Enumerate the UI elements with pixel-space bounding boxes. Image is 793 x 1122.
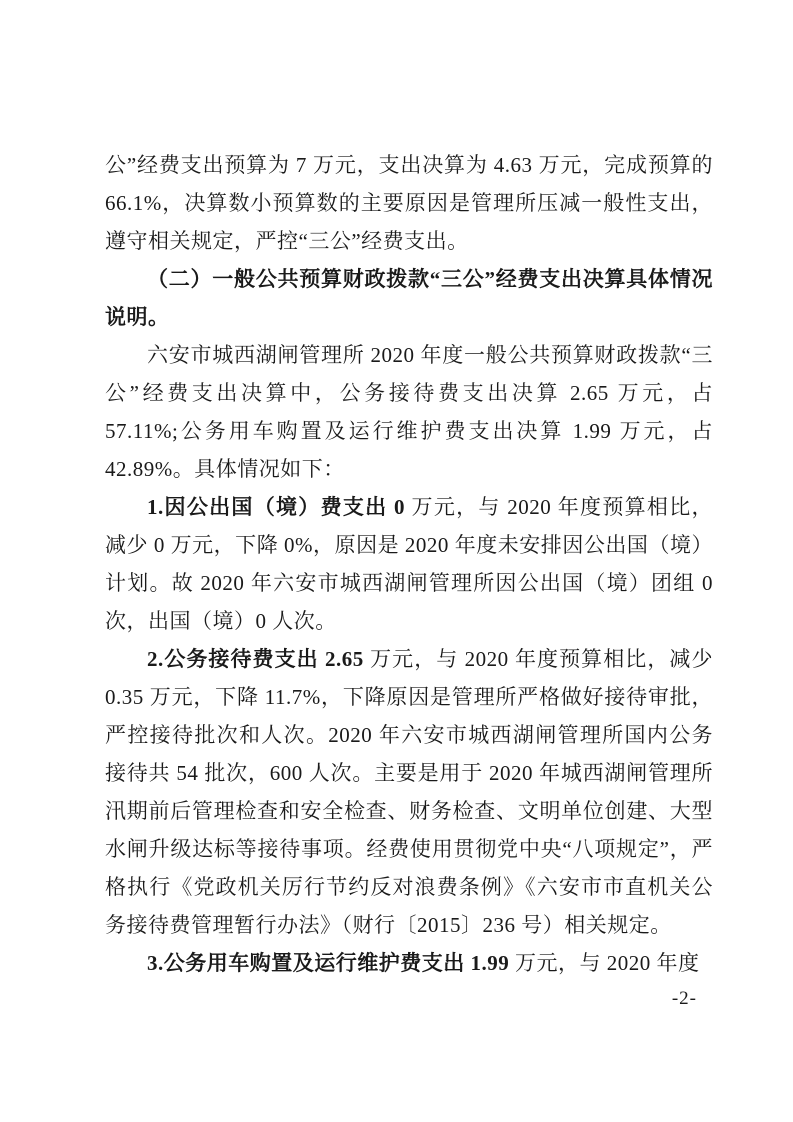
- heading-text: （二）一般公共预算财政拨款“三公”经费支出决算具体情况说明。: [105, 267, 713, 329]
- paragraph-overview: [105, 336, 713, 488]
- paragraph-text: 公”经费支出预算为 7 万元，支出决算为 4.63 万元，完成预算的 66.1%，决算数小预算数的主要原因是管理所压减一般性支出，遵守相关规定，严控“三公”经费支出。: [105, 153, 713, 253]
- paragraph-bold-lead: 2.公务接待费支出 2.65: [147, 647, 371, 671]
- paragraph-item-2-reception-expense: [105, 640, 713, 944]
- paragraph-text: 万元，与 2020 年度: [515, 951, 700, 975]
- paragraph-budget-summary: [105, 146, 713, 260]
- section-heading-two: [105, 260, 713, 336]
- paragraph-text: 万元，与 2020 年度预算相比，减少 0 万元，下降 0%，原因是 2020 年度未安排因公出国（境）计划。故 2020 年六安市城西湖闸管理所因公出国（境）团组 0 次，出国（境）0 人次。: [105, 495, 714, 633]
- paragraph-item-3-vehicle-expense: [105, 944, 713, 982]
- paragraph-bold-lead: 1.因公出国（境）费支出 0: [147, 495, 412, 519]
- paragraph-bold-lead: 3.公务用车购置及运行维护费支出 1.99: [147, 951, 515, 975]
- document-body: [105, 146, 713, 982]
- paragraph-text: 六安市城西湖闸管理所 2020 年度一般公共预算财政拨款“三公”经费支出决算中，公务接待费支出决算 2.65 万元，占 57.11%;公务用车购置及运行维护费支出决算 1.99 万元，占 42.89%。具体情况如下：: [105, 343, 713, 481]
- paragraph-text: 万元，与 2020 年度预算相比，减少 0.35 万元，下降 11.7%，下降原因是管理所严格做好接待审批，严控接待批次和人次。2020 年六安市城西湖闸管理所国内公务接待共 54 批次，600 人次。主要是用于 2020 年城西湖闸管理所汛期前后管理检查和安全检查、财务检查、文明单位创建、大型水闸升级达标等接待事项。经费使用贯彻党中央“八项规定”，严格执行《党政机关厉行节约反对浪费条例》《六安市市直机关公务接待费管理暂行办法》（财行〔2015〕236 号）相关规定。: [105, 647, 713, 937]
- paragraph-item-1-abroad-expense: [105, 488, 713, 640]
- page-number: -2-: [671, 988, 697, 1009]
